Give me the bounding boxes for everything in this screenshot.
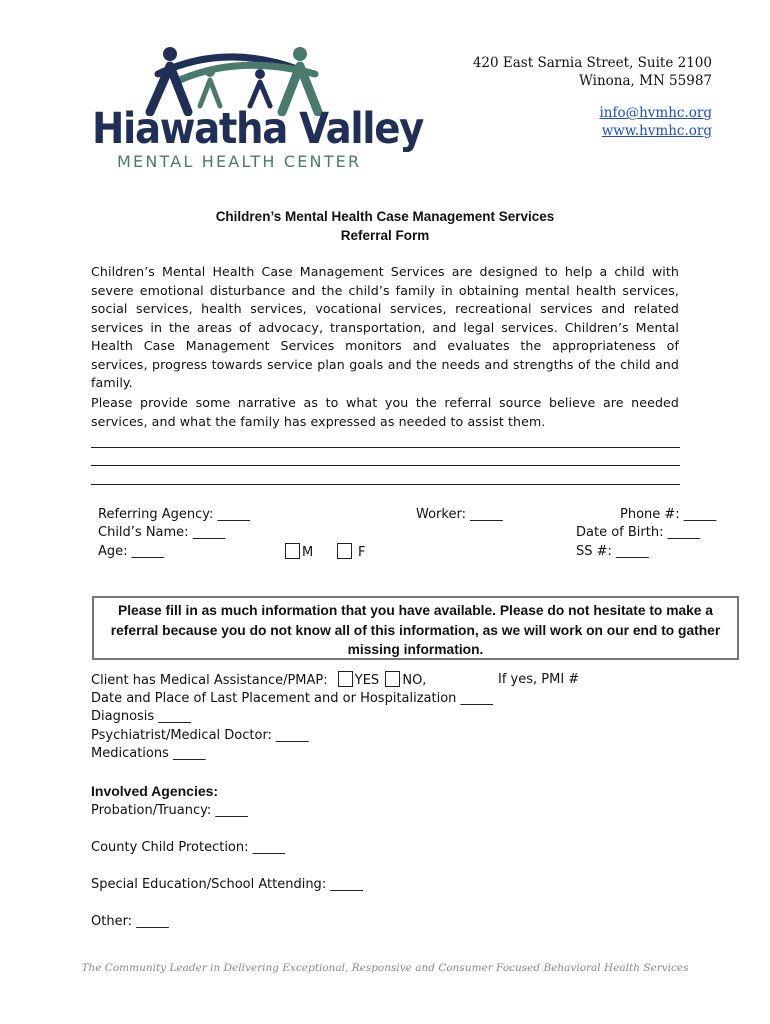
medical-assistance-label: Client has Medical Assistance/PMAP:	[91, 673, 328, 688]
narrative-line-1[interactable]	[91, 447, 680, 448]
involved-agencies-heading: Involved Agencies:	[91, 783, 219, 799]
website-link[interactable]: www.hvmhc.org	[601, 123, 712, 139]
sex-male-option[interactable]	[285, 543, 313, 562]
worker-field[interactable]: Worker: _____	[416, 507, 503, 522]
ss-field[interactable]: SS #: _____	[576, 544, 649, 559]
logo-subtitle: MENTAL HEALTH CENTER	[117, 152, 362, 171]
intro-paragraph: Children’s Mental Health Case Management Services are designed to help a child with severe emotional disturbance and the child’s family in obtaining mental health services, social services, health services, vocational services, recreational services and related services in the areas of advocacy, transportation, and legal services. Children’s Mental Health Case Management Services monitors and evaluates the appropriateness of services, progress towards service plan goals and the needs and strengths of the child and family.	[91, 264, 679, 390]
form-title: Children’s Mental Health Case Management Services	[215, 209, 555, 224]
diagnosis-field[interactable]: Diagnosis _____	[91, 709, 191, 724]
notice-line-1: Please fill in as much information that you have available. Please do not hesitate to make a	[118, 603, 713, 618]
phone-field[interactable]: Phone #: _____	[620, 507, 717, 522]
address-block	[473, 54, 712, 140]
date-of-birth-field[interactable]: Date of Birth: _____	[576, 525, 701, 540]
narrative-line-2[interactable]	[91, 465, 680, 466]
county-protection-field[interactable]: County Child Protection: _____	[91, 840, 286, 855]
childs-name-field[interactable]: Child’s Name: _____	[98, 525, 226, 540]
form-subtitle: Referral Form	[340, 228, 430, 243]
address-street: 420 East Sarnia Street, Suite 2100	[472, 55, 712, 71]
narrative-prompt: Please provide some narrative as to what you the referral source believe are needed services, and what the family has expressed as needed to assist them.	[91, 395, 679, 429]
school-field[interactable]: Special Education/School Attending: _____	[91, 877, 363, 892]
medications-field[interactable]: Medications _____	[91, 746, 206, 761]
male-label: M	[302, 545, 314, 560]
other-field[interactable]: Other: _____	[91, 914, 169, 929]
pmi-field[interactable]: If yes, PMI #	[498, 672, 580, 687]
address-city: Winona, MN 55987	[579, 73, 712, 89]
no-checkbox[interactable]	[385, 671, 400, 687]
referring-agency-field[interactable]: Referring Agency: _____	[98, 507, 251, 522]
notice-box	[92, 596, 739, 660]
email-link[interactable]: info@hvmhc.org	[599, 105, 712, 121]
male-checkbox[interactable]	[285, 543, 300, 559]
sex-female-option[interactable]	[337, 543, 365, 562]
probation-field[interactable]: Probation/Truancy: _____	[91, 803, 248, 818]
age-field[interactable]: Age: _____	[98, 544, 165, 559]
notice-line-2: referral because you do not know all of this information, as we will work on our end to gather	[110, 622, 721, 638]
medical-assistance-row	[91, 671, 426, 690]
notice-line-3: missing information.	[347, 642, 484, 657]
doctor-field[interactable]: Psychiatrist/Medical Doctor: _____	[91, 728, 309, 743]
logo-name: Hiawatha Valley	[92, 104, 423, 154]
footer-tagline: The Community Leader in Delivering Exceptional, Responsive and Consumer Focused Behavioral Health Services	[81, 962, 689, 974]
yes-checkbox[interactable]	[338, 671, 353, 687]
placement-field[interactable]: Date and Place of Last Placement and or Hospitalization _____	[91, 691, 494, 706]
yes-label: YES	[354, 673, 380, 688]
female-label: F	[358, 545, 366, 560]
no-label: NO,	[402, 673, 427, 688]
narrative-line-3[interactable]	[91, 484, 680, 485]
female-checkbox[interactable]	[337, 543, 352, 559]
